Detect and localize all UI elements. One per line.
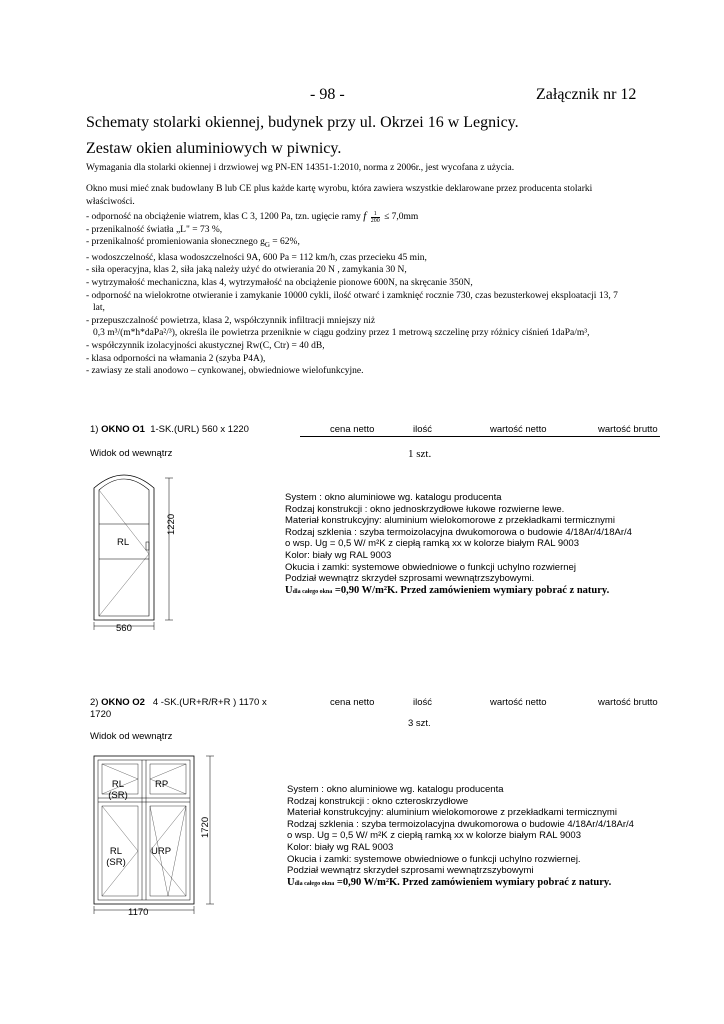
req-lead-2: właściwości. [86, 196, 135, 207]
window2-u-value: Udla całego okna =0,90 W/m²K. Przed zamówieniem wymiary pobrać z natury. [287, 876, 612, 888]
window2-sash-bottom-right: URP [151, 846, 172, 857]
col-net: wartość netto [490, 424, 547, 435]
page-number: - 98 - [310, 86, 345, 103]
window1-heading: 1) OKNO O1 1-SK.(URL) 560 x 1220 [90, 424, 249, 435]
window2-qty: 3 szt. [408, 718, 431, 729]
req-wind: - odporność na obciążenie wiatrem, klas C 3, 1200 Pa, tzn. ugięcie ramy f $\frac{1}{200}$ ≤ 7,0mm [86, 210, 419, 224]
window1-description: System : okno aluminiowe wg. katalogu producenta Rodzaj konstrukcji : okno jednoskrzydłowe łukowe rozwierne lewe. Materiał konstrukcyjny: aluminium wielokomorowe z przekładkami termicznymi Rodzaj szklenia : szyba termoizolacyjna dwukomorowa o budowie 4/18Ar/4/18Ar/4 o wsp. Ug = 0,5 W/ m²K z ciepłą ramką xx w kolorze białym RAL 9003 Kolor: biały wg RAL 9003 Okucia i zamki: systemowe obwiedniowe o funkcji uchylno rozwiernej Podział wewnątrz skrzydeł szprosami wewnątrzszybowymi. Udla całego okna =0,90 W/m²K. Przed zamówieniem wymiary pobrać z natury. [285, 492, 665, 598]
window2-sash-bottom-left: RL (SR) [106, 846, 126, 868]
window1-u-value: Udla całego okna =0,90 W/m²K. Przed zamówieniem wymiary pobrać z natury. [285, 584, 610, 596]
annex-label: Załącznik nr 12 [536, 86, 637, 103]
col2-price: cena netto [330, 697, 375, 708]
window1-sash-label: RL [117, 537, 130, 548]
req-cycles-cont: lat, [93, 303, 105, 314]
window2-sash-top-right: RP [155, 779, 169, 790]
req-air-cont: 0,3 m³/(m*h*daPa²/³), określa ile powietrza przeniknie w ciągu godziny przez 1 metrową szczelinę przy różnicy ciśnień 1daPa/m³, [93, 328, 590, 339]
window2-width: 1170 [128, 907, 149, 918]
col-gross: wartość brutto [598, 424, 658, 435]
page-subtitle: Zestaw okien aluminiowych w piwnicy. [86, 140, 342, 157]
window1-height: 1220 [166, 513, 177, 535]
window2-sash-top-left: RL (SR) [108, 779, 128, 801]
req-light: - przenikalność światła „L" = 73 %, [86, 224, 223, 235]
req-burglary: - klasa odporności na włamania 2 (szyba P4A), [86, 353, 266, 364]
req-solar: - przenikalność promieniowania słonecznego $g_G = 62\%$, [86, 237, 300, 250]
requirements-list [86, 183, 646, 378]
col-qty: ilość [413, 424, 433, 435]
window2-heading: 2) OKNO O2 4 -SK.(UR+R/R+R ) 1170 x [90, 697, 267, 708]
window2-heading-cont: 1720 [90, 709, 112, 720]
window1-width: 560 [116, 623, 132, 634]
req-strength: - wytrzymałość mechaniczna, klas 4, wytrzymałość na obciążenie pionowe 600N, na skręcanie 350N, [86, 278, 473, 289]
req-air: - przepuszczalność powietrza, klasa 2, współczynnik infiltracji mniejszy niż [86, 315, 376, 326]
req-hinges: - zawiasy ze stali anodowo – cynkowanej, obwiedniowe wielofunkcyjne. [86, 366, 364, 377]
col-price: cena netto [330, 424, 375, 435]
header-rule [300, 436, 660, 437]
col2-gross: wartość brutto [598, 697, 658, 708]
req-water: - wodoszczelność, klasa wodoszczelności 9A, 600 Pa = 112 km/h, czas przecieku 45 min, [86, 252, 427, 263]
intro-text: Wymagania dla stolarki okiennej i drzwiowej wg PN-EN 14351-1:2010, norma z 2006r., jest wycofana z użycia. [86, 163, 515, 173]
req-acoustic: - współczynnik izolacyjności akustycznej Rw(C, Ctr) = 40 dB, [86, 341, 325, 352]
req-force: - siła operacyjna, klas 2, siła jaką należy użyć do otwierania 20 N , zamykania 30 N, [86, 265, 407, 276]
req-lead-1: Okno musi mieć znak budowlany B lub CE plus każde kartę wyrobu, która zawiera wszystkie deklarowane przez producenta stolarki [86, 184, 593, 194]
window2-height: 1720 [200, 816, 211, 838]
req-cycles: - odporność na wielokrotne otwieranie i zamykanie 10000 cykli, ilość otwarć i zamknięć rocznie 730, czas bezusterkowej eksploatacji 13, 7 [86, 290, 618, 301]
col2-net: wartość netto [490, 697, 547, 708]
window1-view-label: Widok od wewnątrz [90, 448, 173, 459]
window1-qty: 1 szt. [408, 448, 432, 460]
window1-drawing [84, 460, 194, 640]
window2-description: System : okno aluminiowe wg. katalogu producenta Rodzaj konstrukcji : okno czteroskrzydłowe Materiał konstrukcyjny: aluminium wielokomorowe z przekładkami termicznymi Rodzaj szklenia : szyba termoizolacyjna dwukomorowa o budowie 4/18Ar/4/18Ar/4 o wsp. Ug = 0,5 W/ m²K z ciepłą ramką xx w kolorze białym RAL 9003 Kolor: biały wg RAL 9003 Okucia i zamki: systemowe obwiedniowe o funkcji uchylno rozwiernej. Podział wewnątrz skrzydeł szprosami wewnątrzszybowymi Udla całego okna =0,90 W/m²K. Przed zamówieniem wymiary pobrać z natury. [287, 784, 667, 890]
page-title: Schematy stolarki okiennej, budynek przy ul. Okrzei 16 w Legnicy. [86, 114, 519, 131]
window2-view-label: Widok od wewnątrz [90, 731, 173, 742]
col2-qty: ilość [413, 697, 433, 708]
